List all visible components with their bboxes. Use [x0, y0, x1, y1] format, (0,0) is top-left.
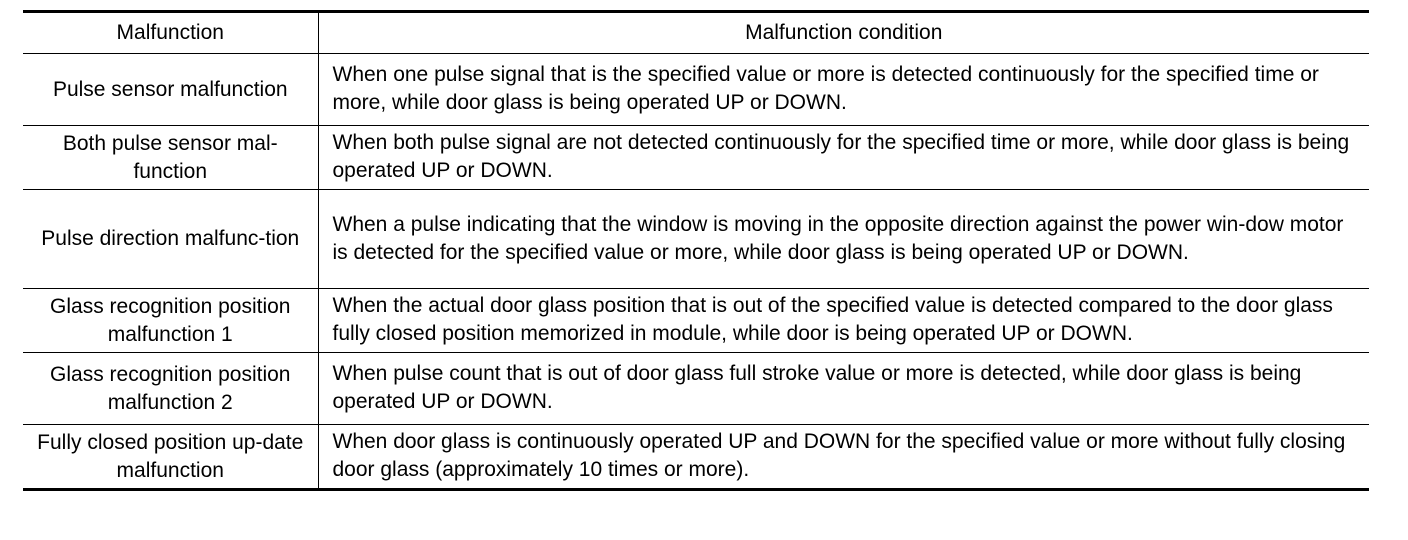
condition-cell: When the actual door glass position that is out of the specified value is detected compared to the door glass fully closed position memorized in module, while door is being operated UP or DOWN.: [318, 289, 1369, 353]
header-malfunction-condition: Malfunction condition: [318, 12, 1369, 54]
condition-cell: When both pulse signal are not detected continuously for the specified time or more, while door glass is being operated UP or DOWN.: [318, 126, 1369, 190]
malfunction-cell: Fully closed position up-date malfunction: [23, 425, 318, 490]
table-body: [23, 54, 1369, 490]
table-row: [23, 126, 1369, 190]
header-malfunction: Malfunction: [23, 12, 318, 54]
table-header: [23, 12, 1369, 54]
header-row: [23, 12, 1369, 54]
table-row: [23, 289, 1369, 353]
malfunction-cell: Glass recognition position malfunction 2: [23, 353, 318, 425]
table-row: [23, 425, 1369, 490]
malfunction-table: [23, 10, 1369, 491]
table-row: [23, 353, 1369, 425]
condition-cell: When door glass is continuously operated UP and DOWN for the specified value or more without fully closing door glass (approximately 10 times or more).: [318, 425, 1369, 490]
malfunction-cell: Glass recognition position malfunction 1: [23, 289, 318, 353]
table-row: [23, 190, 1369, 289]
condition-cell: When a pulse indicating that the window is moving in the opposite direction against the power win-dow motor is detected for the specified value or more, while door glass is being operated UP or DOWN.: [318, 190, 1369, 289]
table-row: [23, 54, 1369, 126]
malfunction-cell: Pulse sensor malfunction: [23, 54, 318, 126]
condition-cell: When one pulse signal that is the specified value or more is detected continuously for the specified time or more, while door glass is being operated UP or DOWN.: [318, 54, 1369, 126]
malfunction-cell: Pulse direction malfunc-tion: [23, 190, 318, 289]
malfunction-cell: Both pulse sensor mal-function: [23, 126, 318, 190]
condition-cell: When pulse count that is out of door glass full stroke value or more is detected, while door glass is being operated UP or DOWN.: [318, 353, 1369, 425]
